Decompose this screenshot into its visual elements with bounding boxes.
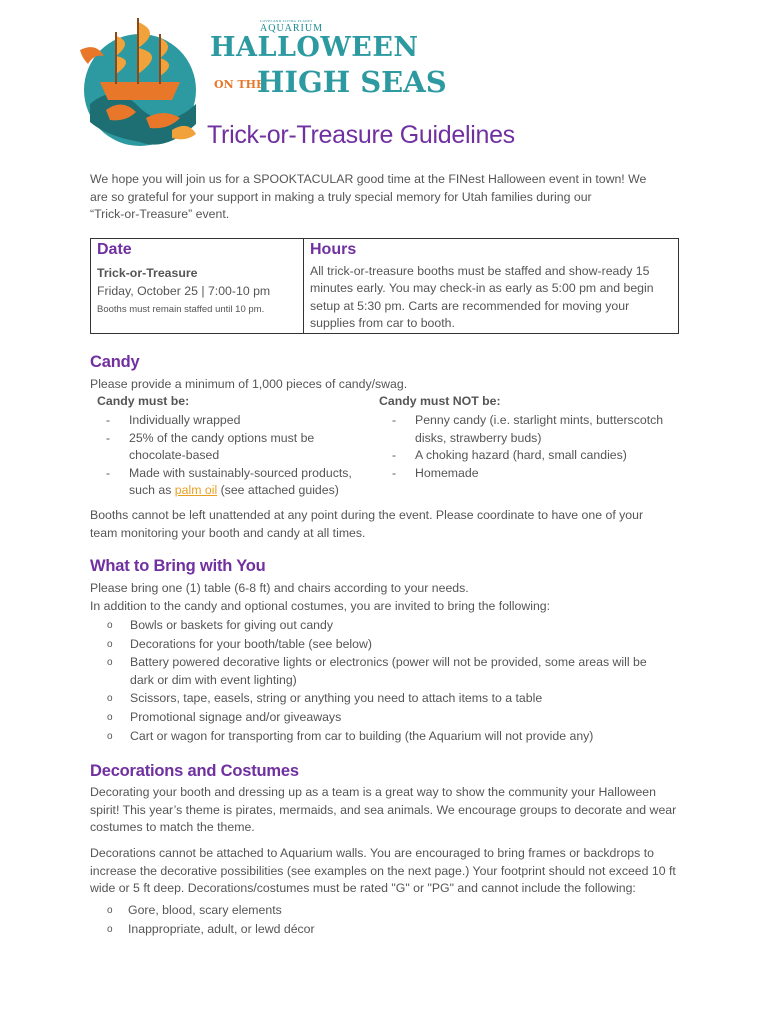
high-seas-wordmark: HIGH SEAS — [257, 65, 447, 99]
hours-line: setup at 5:30 pm. Carts are recommended for moving your — [310, 298, 630, 313]
palm-oil-link[interactable]: palm oil — [174, 483, 218, 498]
hours-header: Hours — [310, 241, 357, 258]
list-item: - Individually wrapped — [104, 412, 374, 430]
intro-line-3: “Trick-or-Treasure” event. — [90, 207, 230, 221]
bring-line-1: Please bring one (1) table (6-8 ft) and chairs according to your needs. — [90, 581, 469, 595]
bring-list — [90, 617, 690, 746]
list-item: - A choking hazard (hard, small candies) — [390, 447, 690, 465]
candy-must-not-heading: Candy must NOT be: — [379, 394, 501, 408]
hours-line: minutes early. You may check-in as early as 5:00 pm and begin — [310, 281, 654, 296]
date-cell — [91, 239, 304, 334]
list-item: o Bowls or baskets for giving out candy — [90, 617, 690, 635]
on-the-wordmark: ON THE — [214, 78, 265, 91]
intro-line-2: are so grateful for your support in making a truly special memory for Utah families during our — [90, 189, 592, 204]
decor-p1-line: costumes to match the theme. — [90, 820, 255, 834]
schedule-table — [90, 238, 679, 334]
list-item: - Made with sustainably-sourced products, such as palm oil (see attached guides) — [104, 465, 374, 500]
decor-list — [90, 902, 690, 939]
list-item: o Battery powered decorative lights or electronics (power will not be provided, some areas will be dark or dim with event lighting) — [90, 654, 690, 689]
list-item: o Decorations for your booth/table (see below) — [90, 636, 690, 654]
candy-must-be-list — [104, 412, 374, 500]
aquarium-logo: LOVELAND LIVING PLANET AQUARIUM — [260, 19, 323, 34]
candy-heading: Candy — [90, 353, 140, 371]
decor-p1-line: Decorating your booth and dressing up as a team is a great way to show the community your Halloween — [90, 785, 656, 799]
list-item: o Inappropriate, adult, or lewd décor — [90, 921, 690, 939]
halloween-wordmark: HALLOWEEN — [210, 32, 419, 63]
hours-text — [310, 263, 672, 333]
intro-line-1: We hope you will join us for a SPOOKTACULAR good time at the FINest Halloween event in town! We — [90, 172, 647, 186]
decor-p2-line: wide or 5 ft deep. Decorations/costumes must be rated "G" or "PG" and cannot include the following: — [90, 881, 636, 895]
candy-must-not-list — [390, 412, 690, 482]
list-item: o Gore, blood, scary elements — [90, 902, 690, 920]
hours-line: supplies from car to booth. — [310, 316, 455, 331]
decor-p2-line: increase the decorative possibilities (see examples on the next page.) Your footprint should not exceed 10 ft — [90, 863, 676, 878]
candy-must-be-heading: Candy must be: — [97, 394, 190, 408]
list-item: o Scissors, tape, easels, string or anything you need to attach items to a table — [90, 690, 690, 708]
candy-note-line-2: team monitoring your booth and candy at all times. — [90, 525, 366, 540]
list-item: - 25% of the candy options must be chocolate-based — [104, 430, 374, 465]
hours-line: All trick-or-treasure booths must be staffed and show-ready 15 — [310, 264, 650, 278]
list-item: - Homemade — [390, 465, 690, 483]
event-note: Booths must remain staffed until 10 pm. — [97, 304, 265, 315]
bring-line-2: In addition to the candy and optional costumes, you are invited to bring the following: — [90, 598, 551, 613]
list-item: - Penny candy (i.e. starlight mints, butterscotch disks, strawberry buds) — [390, 412, 690, 447]
candy-intro: Please provide a minimum of 1,000 pieces of candy/swag. — [90, 377, 408, 391]
event-name: Trick-or-Treasure — [97, 266, 198, 280]
hours-cell — [304, 239, 679, 334]
event-date: Friday, October 25 | 7:00-10 pm — [97, 284, 271, 298]
pirate-ship-logo — [76, 12, 211, 152]
list-item: o Promotional signage and/or giveaways — [90, 709, 690, 727]
decor-heading: Decorations and Costumes — [90, 762, 299, 780]
decor-p2-line: Decorations cannot be attached to Aquarium walls. You are encouraged to bring frames or backdrops to — [90, 846, 654, 860]
page-title: Trick-or-Treasure Guidelines — [207, 121, 515, 149]
date-header: Date — [97, 241, 132, 258]
decor-p1-line: spirit! This year’s theme is pirates, mermaids, and sea animals. We encourage groups to decorate and wear — [90, 802, 677, 817]
bring-heading: What to Bring with You — [90, 557, 266, 575]
list-item: o Cart or wagon for transporting from car to building (the Aquarium will not provide any) — [90, 728, 690, 746]
candy-note-line-1: Booths cannot be left unattended at any point during the event. Please coordinate to have one of your — [90, 508, 644, 522]
